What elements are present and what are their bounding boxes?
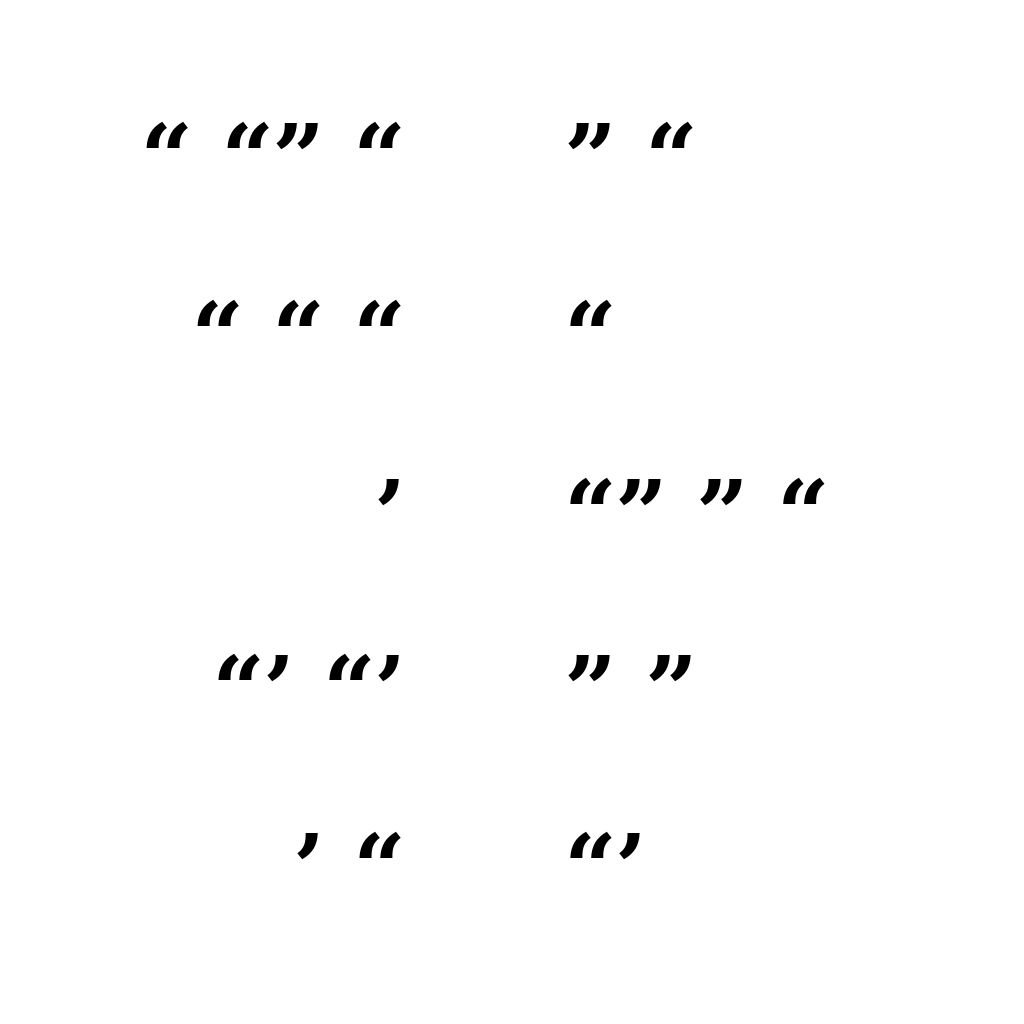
glyph-row-1-left: “ “” “: [140, 104, 404, 212]
glyph-row-4-right: ” ”: [564, 636, 696, 744]
glyph-row-4-left: “’ “’: [212, 636, 404, 744]
glyph-row-3: [0, 460, 1024, 568]
glyph-row-1-right: ” “: [564, 104, 696, 212]
glyph-row-5: [0, 814, 1024, 922]
glyph-row-3-left: ’: [373, 460, 404, 568]
glyph-row-2: [0, 282, 1024, 390]
glyph-row-5-left: ’ “: [293, 814, 404, 922]
glyph-row-2-right: “: [564, 282, 615, 390]
glyph-row-4: [0, 636, 1024, 744]
glyph-row-3-right: “” ” “: [564, 460, 828, 568]
glyph-row-2-left: “ “ “: [191, 282, 404, 390]
glyph-row-5-right: “’: [564, 814, 645, 922]
glyph-row-1: [0, 104, 1024, 212]
